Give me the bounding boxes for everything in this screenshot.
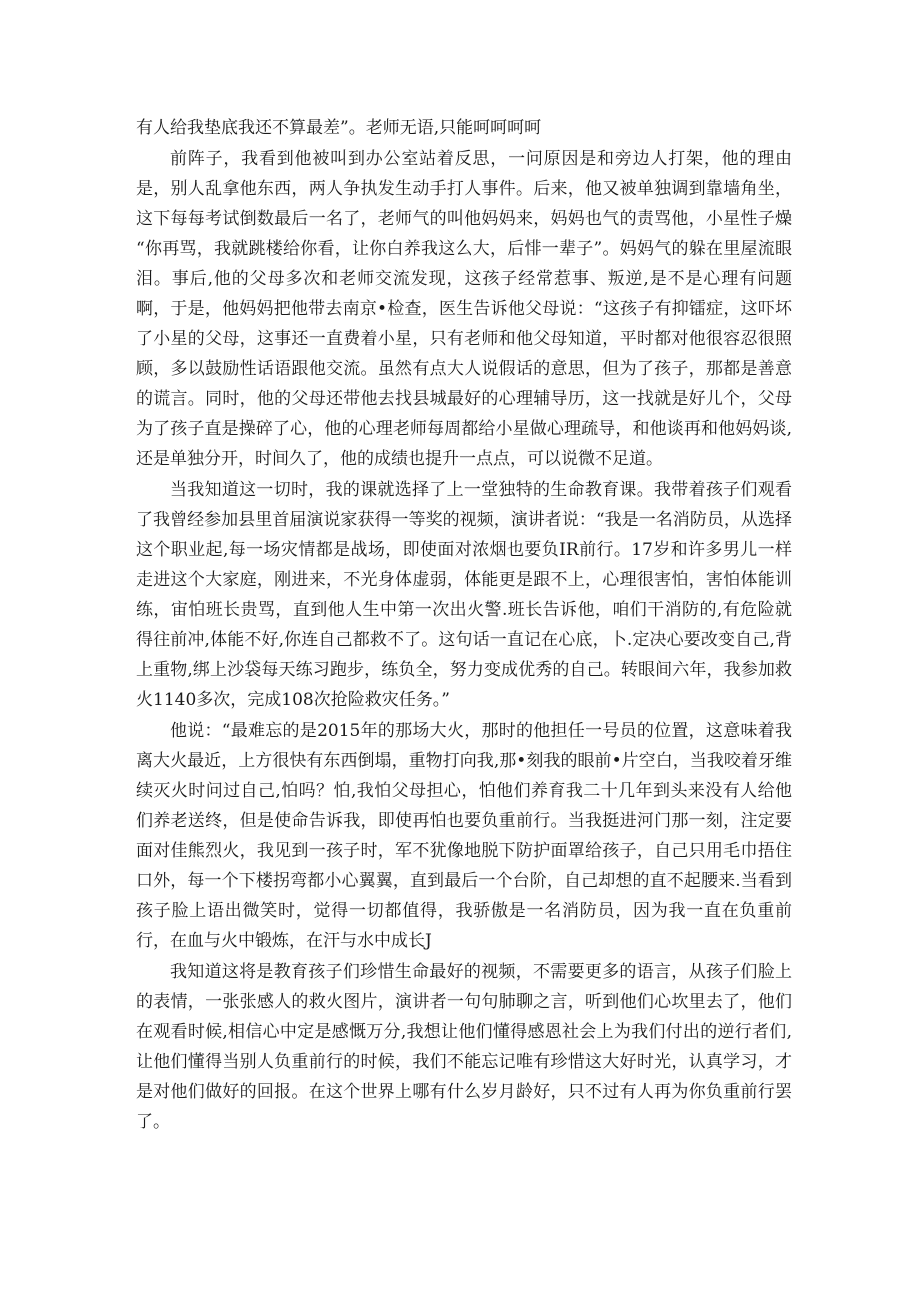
paragraph-4: 他说：“最难忘的是2015年的那场大火，那时的他担任一号员的位置，这意味着我离大火最近，上方很快有东西倒塌，重物打向我,那•刻我的眼前•片空白，当我咬着牙维续灭火时问过自己,怕吗？怕,我怕父母担心，怕他们养育我二十几年到头来没有人给他们养老送终，但是使命告诉我，即使再怕也要负重前行。当我挺进河门那一刻，注定要面对佳熊烈火，我见到一孩子时，军不犹像地脱下防护面罩给孩子，自己只用毛巾捂住口外，每一个下楼拐弯都小心翼翼，直到最后一个台阶，自己却想的直不起腰来.当看到孩子脸上语出微笑时，觉得一切都值得，我骄傲是一名消防员，因为我一直在负重前行，在血与火中锻炼，在汗与水中成长J — [136, 721, 792, 951]
document-body — [136, 113, 792, 1138]
paragraph-3: 当我知道这一切时，我的课就选择了上一堂独特的生命教育课。我带着孩子们观看了我曾经参加县里首届演说家获得一等奖的视频，演讲者说：“我是一名消防员，从选择这个职业起,每一场灾情都是战场，即使面对浓烟也要负IR前行。17岁和许多男儿一样走进这个大家庭，刚进来，不光身体虚弱，体能更是跟不上，心理很害怕，害怕体能训练，宙怕班长贵骂，直到他人生中第一次出火警.班长告诉他，咱们干消防的,有危险就得往前冲,体能不好,你连自己都救不了。这句话一直记在心底，卜.定决心要改变自己,背上重物,绑上沙袋每天练习跑步，练负全，努力变成优秀的自己。转眼间六年，我参加救火1140多次，完成108次抢险救灾任务。” — [136, 480, 792, 710]
paragraph-1: 有人给我垫底我还不算最差”。老师无语,只能呵呵呵呵 — [136, 118, 542, 138]
paragraph-2: 前阵子，我看到他被叫到办公室站着反思，一问原因是和旁边人打架，他的理由是，别人乱拿他东西，两人争执发生动手打人事件。后来，他又被单独调到靠墙角坐，这下每每考试倒数最后一名了，老师气的叫他妈妈来，妈妈也气的责骂他，小星性子燥 “你再骂，我就跳楼给你看，让你白养我这么大，后悱一辈子”。妈妈气的躲在里屋流眼泪。事后,他的父母多次和老师交流发现，这孩子经常惹事、叛逆,是不是心理有问题啊，于是，他妈妈把他带去南京•检查，医生告诉他父母说：“这孩子有抑镭症，这吓坏了小星的父母，这事还一直费着小星，只有老师和他父母知道，平时都对他很容忍很照顾，多以鼓励性话语跟他交流。虽然有点大人说假话的意思，但为了孩子，那都是善意的谎言。同时，他的父母还带他去找县城最好的心理辅导历，这一找就是好儿个，父母为了孩子直是操碎了心，他的心理老师每周都给小星做心理疏导，和他谈再和他妈妈谈,还是单独分开，时间久了，他的成绩也提升一点点，可以说微不足道。 — [136, 149, 792, 469]
paragraph-5: 我知道这将是教育孩子们珍惜生命最好的视频，不需要更多的语言，从孩子们脸上的表情，一张张感人的救火图片，演讲者一句句肺聊之言，听到他们心坎里去了，他们在观看时候,相信心中定是感慨万分,我想让他们懂得感恩社会上为我们付出的逆行者们,让他们懂得当别人负重前行的时候，我们不能忘记唯有珍惜这大好时光，认真学习，才是对他们做好的回报。在这个世界上哪有什么岁月龄好，只不过有人再为你负重前行罢了。 — [136, 962, 792, 1132]
